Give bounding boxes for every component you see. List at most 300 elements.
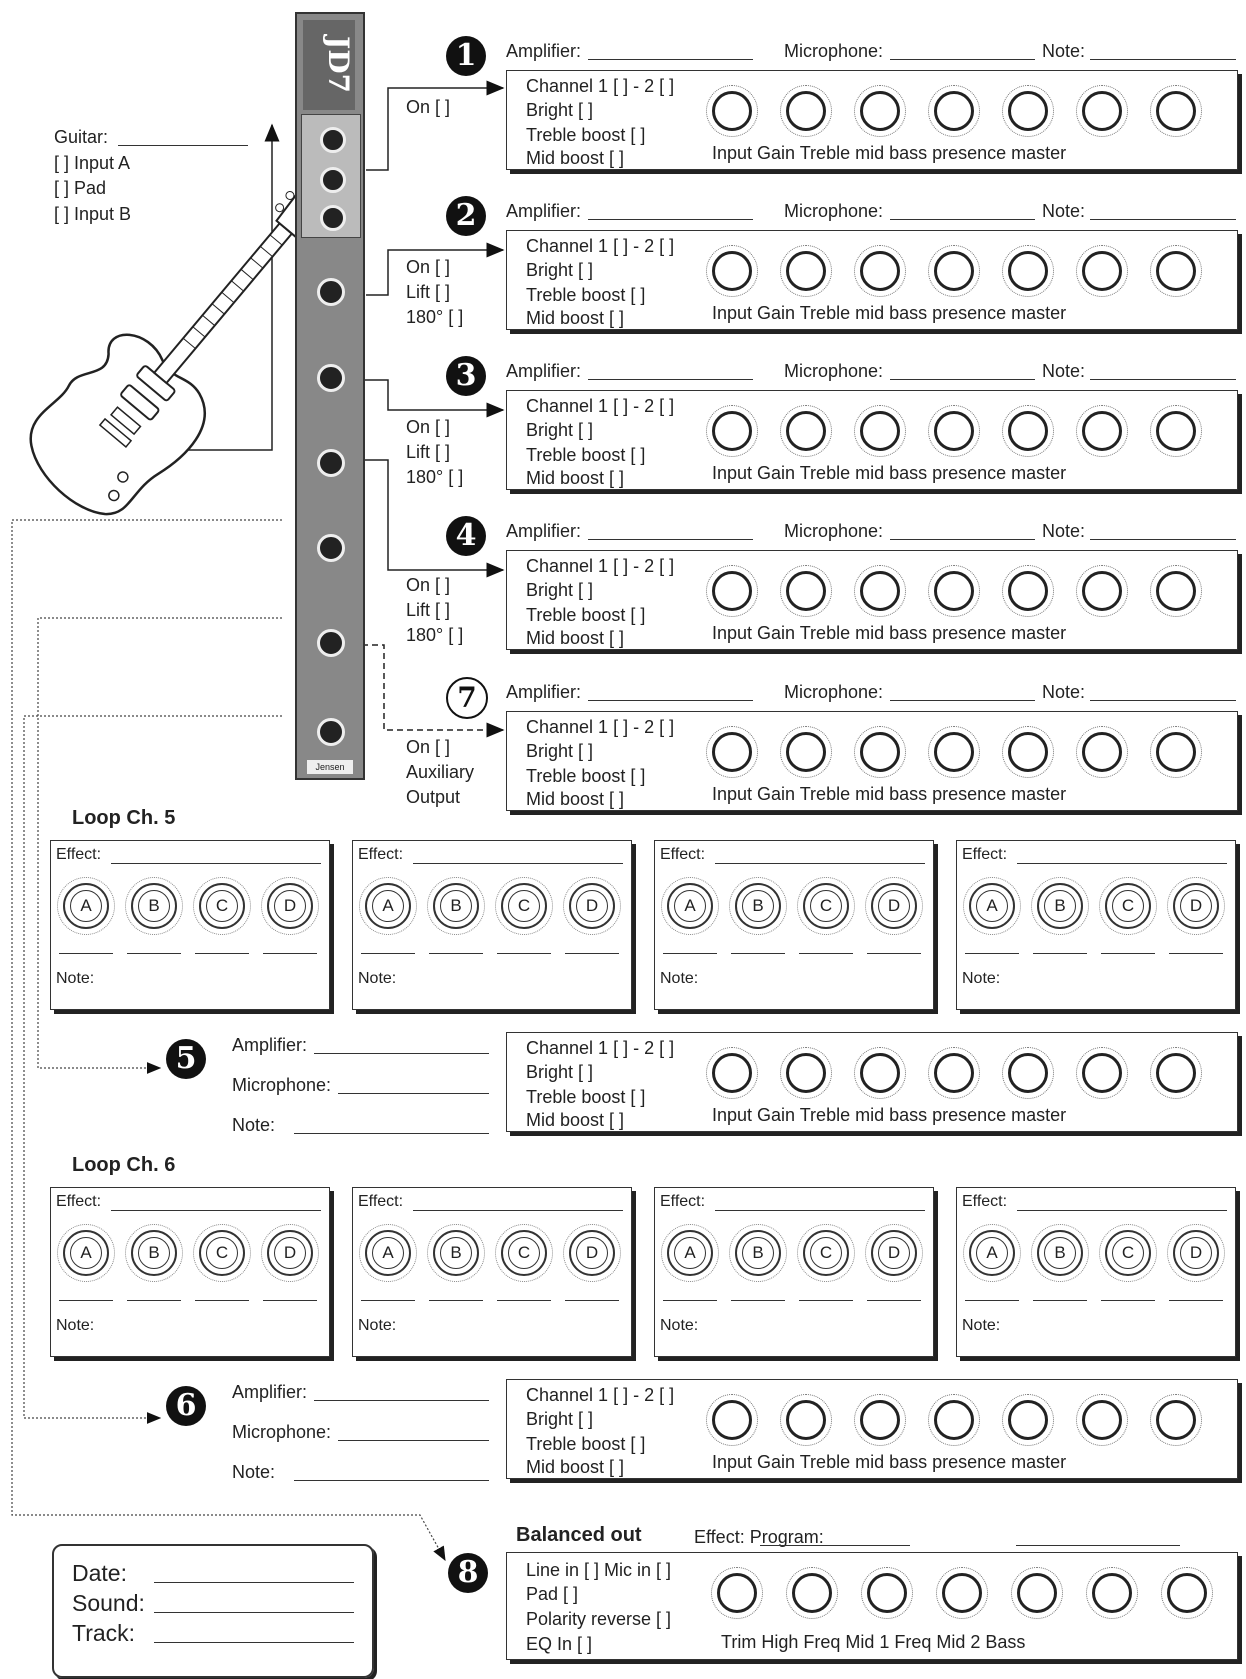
effect-label: Effect: (962, 846, 1008, 863)
treble-knob[interactable] (860, 1053, 900, 1093)
effect-label: Effect: (962, 1193, 1008, 1210)
knob-value-field[interactable] (361, 953, 415, 954)
effect-card (352, 840, 632, 1010)
output-badge: 7 (446, 677, 488, 719)
knob-value-field[interactable] (1033, 953, 1087, 954)
note-field[interactable] (1090, 700, 1236, 701)
knob-letter: B (1044, 890, 1076, 922)
knob-value-field[interactable] (497, 953, 551, 954)
effect-knob-d[interactable] (569, 1230, 615, 1276)
mid-knob[interactable] (934, 571, 974, 611)
output-3-amp-box (506, 390, 1238, 490)
effect-name-field[interactable] (1017, 1210, 1227, 1211)
loop-amplifier-label: Amplifier: (232, 1382, 308, 1402)
effect-name-field[interactable] (111, 1210, 321, 1211)
bright-option[interactable]: Bright [ ] (526, 1409, 594, 1429)
amplifier-label: Amplifier: (506, 682, 582, 702)
presence-knob[interactable] (1082, 571, 1122, 611)
effect-label: Effect: (660, 1193, 706, 1210)
loop-note-label: Note: (232, 1115, 276, 1135)
bright-option[interactable]: Bright [ ] (526, 100, 594, 120)
bass-knob[interactable] (1008, 251, 1048, 291)
knob-letter: C (508, 1237, 540, 1269)
knob-value-field[interactable] (731, 1300, 785, 1301)
loop-title: Loop Ch. 5 (72, 807, 176, 829)
treble-boost-option[interactable]: Treble boost [ ] (526, 445, 646, 465)
knob-value-field[interactable] (1169, 1300, 1223, 1301)
mid-boost-option[interactable]: Mid boost [ ] (526, 308, 625, 328)
loop-note-field[interactable] (294, 1133, 489, 1134)
effect-name-field[interactable] (111, 863, 321, 864)
channel-select[interactable]: Channel 1 [ ] - 2 [ ] (526, 556, 675, 576)
knob-value-field[interactable] (1169, 953, 1223, 954)
treble-knob[interactable] (860, 91, 900, 131)
effect-knob-c[interactable] (1105, 883, 1151, 929)
knob-letter: C (508, 890, 540, 922)
presence-knob[interactable] (1082, 251, 1122, 291)
effect-name-field[interactable] (413, 1210, 623, 1211)
effect-knob-b[interactable] (131, 1230, 177, 1276)
knob-value-field[interactable] (663, 953, 717, 954)
output-badge: 3 (446, 356, 486, 396)
treble-boost-option[interactable]: Treble boost [ ] (526, 1087, 646, 1107)
knob-letter: A (674, 890, 706, 922)
mid1-knob[interactable] (942, 1573, 982, 1613)
gain-knob[interactable] (786, 1400, 826, 1440)
channel-select[interactable]: Channel 1 [ ] - 2 [ ] (526, 717, 675, 737)
amplifier-field[interactable] (588, 539, 753, 540)
effect-note-label: Note: (660, 970, 699, 987)
knob-value-field[interactable] (731, 953, 785, 954)
microphone-field[interactable] (890, 219, 1035, 220)
knob-value-field[interactable] (799, 1300, 853, 1301)
note-label: Note: (1042, 521, 1086, 541)
effect-knob-b[interactable] (1037, 1230, 1083, 1276)
microphone-field[interactable] (890, 700, 1035, 701)
knob-letter: A (372, 890, 404, 922)
sound-label: Sound: (72, 1590, 145, 1616)
knob-letter: A (976, 890, 1008, 922)
knob-value-field[interactable] (1101, 1300, 1155, 1301)
amplifier-field[interactable] (588, 219, 753, 220)
knob-value-field[interactable] (799, 953, 853, 954)
master-knob[interactable] (1156, 411, 1196, 451)
mid-knob[interactable] (934, 91, 974, 131)
output-badge: 2 (446, 196, 486, 236)
channel-select[interactable]: Channel 1 [ ] - 2 [ ] (526, 1385, 675, 1405)
output-badge: 4 (446, 516, 486, 556)
effect-note-label: Note: (358, 1317, 397, 1334)
knob-value-field[interactable] (497, 1300, 551, 1301)
knob-letter: D (274, 1237, 306, 1269)
option-input-b[interactable]: [ ] Input B (54, 204, 132, 224)
date-field[interactable] (154, 1582, 354, 1583)
effect-knob-b[interactable] (1037, 883, 1083, 929)
microphone-label: Microphone: (784, 41, 884, 61)
effect-label: Effect: (358, 1193, 404, 1210)
treble-knob[interactable] (860, 251, 900, 291)
effect-knob-d[interactable] (267, 883, 313, 929)
track-field[interactable] (154, 1642, 354, 1643)
effect-knob-d[interactable] (871, 883, 917, 929)
presence-knob[interactable] (1082, 1400, 1122, 1440)
knob-labels: Input Gain Treble mid bass presence master (712, 463, 1067, 483)
gain-knob[interactable] (786, 732, 826, 772)
input-knob[interactable] (712, 571, 752, 611)
effect-label: Effect: (358, 846, 404, 863)
out3-on[interactable]: On [ ] (406, 417, 451, 437)
input-knob[interactable] (712, 1400, 752, 1440)
effect-knob-a[interactable] (667, 883, 713, 929)
knob-letter: B (742, 1237, 774, 1269)
knob-value-field[interactable] (195, 953, 249, 954)
input-knob[interactable] (712, 732, 752, 772)
knob-letter: A (372, 1237, 404, 1269)
bright-option[interactable]: Bright [ ] (526, 420, 594, 440)
out1-on[interactable]: On [ ] (406, 97, 451, 117)
input-knob[interactable] (712, 251, 752, 291)
effect-name-field[interactable] (715, 863, 925, 864)
input-knob[interactable] (712, 91, 752, 131)
master-knob[interactable] (1156, 1400, 1196, 1440)
loop-amplifier-label: Amplifier: (232, 1035, 308, 1055)
effect-knob-a[interactable] (667, 1230, 713, 1276)
gain-knob[interactable] (786, 1053, 826, 1093)
loop-microphone-label: Microphone: (232, 1422, 332, 1442)
note-field[interactable] (1090, 59, 1236, 60)
effect-label: Effect: (56, 846, 102, 863)
loop-5-amp-box (506, 1032, 1238, 1132)
knob-letter: C (810, 1237, 842, 1269)
knob-letter: B (138, 1237, 170, 1269)
bright-option[interactable]: Bright [ ] (526, 741, 594, 761)
loop-microphone-field[interactable] (338, 1093, 489, 1094)
effect-note-label: Note: (56, 970, 95, 987)
treble-boost-option[interactable]: Treble boost [ ] (526, 285, 646, 305)
option-pad[interactable]: [ ] Pad (54, 178, 107, 198)
track-label: Track: (72, 1620, 136, 1646)
knob-letter: B (1044, 1237, 1076, 1269)
effect-knob-d[interactable] (871, 1230, 917, 1276)
knob-value-field[interactable] (429, 953, 483, 954)
effect-knob-c[interactable] (803, 1230, 849, 1276)
loop-note-field[interactable] (294, 1480, 489, 1481)
guitar-label: Guitar: (54, 127, 109, 147)
knob-value-field[interactable] (965, 953, 1019, 954)
presence-knob[interactable] (1082, 1053, 1122, 1093)
knob-labels: Input Gain Treble mid bass presence master (712, 143, 1067, 163)
loop-amplifier-field[interactable] (314, 1053, 489, 1054)
balanced-effect-line[interactable] (760, 1545, 910, 1546)
instrument-inputs-panel (301, 114, 361, 238)
effect-note-label: Note: (962, 970, 1001, 987)
gain-knob[interactable] (786, 411, 826, 451)
microphone-label: Microphone: (784, 361, 884, 381)
effect-card (352, 1187, 632, 1357)
knob-labels: Input Gain Treble mid bass presence master (712, 623, 1067, 643)
input-knob[interactable] (712, 1053, 752, 1093)
out4-on[interactable]: On [ ] (406, 575, 451, 595)
balanced-title: Balanced out (516, 1524, 642, 1546)
knob-value-field[interactable] (1101, 953, 1155, 954)
effect-card (50, 1187, 330, 1357)
effect-name-field[interactable] (715, 1210, 925, 1211)
knob-letter: D (576, 890, 608, 922)
knob-value-field[interactable] (59, 953, 113, 954)
knob-letter: D (274, 890, 306, 922)
bright-option[interactable]: Bright [ ] (526, 1062, 594, 1082)
line-mic-in[interactable]: Line in [ ] Mic in [ ] (526, 1560, 672, 1580)
knob-labels: Input Gain Treble mid bass presence master (712, 1452, 1067, 1472)
bright-option[interactable]: Bright [ ] (526, 260, 594, 280)
mid-knob[interactable] (934, 732, 974, 772)
effect-knob-c[interactable] (199, 883, 245, 929)
effect-knob-b[interactable] (735, 1230, 781, 1276)
mid-knob[interactable] (934, 251, 974, 291)
knob-letter: A (70, 890, 102, 922)
pad-option[interactable]: Pad [ ] (526, 1584, 579, 1604)
amplifier-label: Amplifier: (506, 201, 582, 221)
knob-value-field[interactable] (1033, 1300, 1087, 1301)
date-label: Date: (72, 1560, 127, 1586)
mid-boost-option[interactable]: Mid boost [ ] (526, 468, 625, 488)
mid-knob[interactable] (934, 1053, 974, 1093)
effect-card (654, 1187, 934, 1357)
knob-value-field[interactable] (565, 1300, 619, 1301)
knob-labels: Input Gain Treble mid bass presence master (712, 784, 1067, 804)
presence-knob[interactable] (1082, 732, 1122, 772)
knob-value-field[interactable] (867, 1300, 921, 1301)
knob-letter: D (1180, 1237, 1212, 1269)
effect-card (956, 840, 1236, 1010)
knob-value-field[interactable] (361, 1300, 415, 1301)
output-1-amp-box (506, 70, 1238, 170)
effect-knob-b[interactable] (131, 883, 177, 929)
bright-option[interactable]: Bright [ ] (526, 580, 594, 600)
mid-knob[interactable] (934, 1400, 974, 1440)
effect-knob-d[interactable] (569, 883, 615, 929)
microphone-field[interactable] (890, 379, 1035, 380)
mid-boost-option[interactable]: Mid boost [ ] (526, 789, 625, 809)
microphone-field[interactable] (890, 539, 1035, 540)
out2-phase[interactable]: 180° [ ] (406, 307, 464, 327)
effect-note-label: Note: (660, 1317, 699, 1334)
knob-letter: C (206, 1237, 238, 1269)
knob-letter: D (576, 1237, 608, 1269)
bass-knob[interactable] (1008, 1053, 1048, 1093)
note-label: Note: (1042, 41, 1086, 61)
trim-knob[interactable] (717, 1573, 757, 1613)
bass-knob[interactable] (1167, 1573, 1207, 1613)
knob-value-field[interactable] (59, 1300, 113, 1301)
knob-value-field[interactable] (127, 953, 181, 954)
bass-knob[interactable] (1008, 411, 1048, 451)
treble-knob[interactable] (860, 571, 900, 611)
note-field[interactable] (1090, 219, 1236, 220)
output-badge: 1 (446, 36, 486, 76)
knob-letter: A (70, 1237, 102, 1269)
knob-value-field[interactable] (965, 1300, 1019, 1301)
presence-knob[interactable] (1082, 411, 1122, 451)
mid2-knob[interactable] (1092, 1573, 1132, 1613)
channel-select[interactable]: Channel 1 [ ] - 2 [ ] (526, 76, 675, 96)
effect-knob-d[interactable] (1173, 1230, 1219, 1276)
out3-phase[interactable]: 180° [ ] (406, 467, 464, 487)
effect-label: Effect: (660, 846, 706, 863)
treble-boost-option[interactable]: Treble boost [ ] (526, 766, 646, 786)
master-knob[interactable] (1156, 251, 1196, 291)
mid-boost-option[interactable]: Mid boost [ ] (526, 148, 625, 168)
knob-value-field[interactable] (195, 1300, 249, 1301)
knob-letter: C (206, 890, 238, 922)
effect-knob-b[interactable] (433, 883, 479, 929)
note-field[interactable] (1090, 539, 1236, 540)
bass-knob[interactable] (1008, 732, 1048, 772)
effect-knob-a[interactable] (63, 883, 109, 929)
knob-letter: D (878, 1237, 910, 1269)
amplifier-field[interactable] (588, 700, 753, 701)
knob-value-field[interactable] (263, 953, 317, 954)
loop-microphone-field[interactable] (338, 1440, 489, 1441)
amplifier-label: Amplifier: (506, 41, 582, 61)
effect-knob-b[interactable] (433, 1230, 479, 1276)
note-field[interactable] (1090, 379, 1236, 380)
loop-amplifier-field[interactable] (314, 1400, 489, 1401)
mid-boost-option[interactable]: Mid boost [ ] (526, 1110, 625, 1130)
effect-card (956, 1187, 1236, 1357)
di-box-rack (295, 12, 365, 780)
effect-knob-c[interactable] (803, 883, 849, 929)
note-label: Note: (1042, 682, 1086, 702)
channel-select[interactable]: Channel 1 [ ] - 2 [ ] (526, 396, 675, 416)
out2-lift[interactable]: Lift [ ] (406, 282, 451, 302)
knob-value-field[interactable] (263, 1300, 317, 1301)
amplifier-field[interactable] (588, 379, 753, 380)
channel-select[interactable]: Channel 1 [ ] - 2 [ ] (526, 236, 675, 256)
treble-boost-option[interactable]: Treble boost [ ] (526, 605, 646, 625)
session-box (52, 1544, 374, 1678)
gain-knob[interactable] (786, 91, 826, 131)
out7-on[interactable]: On [ ] (406, 737, 451, 757)
master-knob[interactable] (1156, 732, 1196, 772)
master-knob[interactable] (1156, 571, 1196, 611)
knob-value-field[interactable] (565, 953, 619, 954)
treble-knob[interactable] (860, 411, 900, 451)
knob-value-field[interactable] (429, 1300, 483, 1301)
bass-knob[interactable] (1008, 571, 1048, 611)
effect-knob-b[interactable] (735, 883, 781, 929)
balanced-effect: Effect: Program: (694, 1527, 824, 1547)
knob-letter: D (1180, 890, 1212, 922)
effect-name-field[interactable] (1017, 863, 1227, 864)
treble-knob[interactable] (860, 1400, 900, 1440)
effect-knob-a[interactable] (969, 883, 1015, 929)
knob-value-field[interactable] (867, 953, 921, 954)
knob-labels: Input Gain Treble mid bass presence master (712, 303, 1067, 323)
output-4-amp-box (506, 550, 1238, 650)
amplifier-label: Amplifier: (506, 361, 582, 381)
channel-select[interactable]: Channel 1 [ ] - 2 [ ] (526, 1038, 675, 1058)
bass-knob[interactable] (1008, 91, 1048, 131)
knob-letter: A (674, 1237, 706, 1269)
bass-knob[interactable] (1008, 1400, 1048, 1440)
out7-aux: Auxiliary (406, 762, 475, 782)
effect-knob-d[interactable] (267, 1230, 313, 1276)
knob-letter: B (742, 890, 774, 922)
polarity-option[interactable]: Polarity reverse [ ] (526, 1609, 672, 1629)
freq-knob[interactable] (867, 1573, 907, 1613)
effect-knob-a[interactable] (365, 1230, 411, 1276)
eq-in-option[interactable]: EQ In [ ] (526, 1634, 593, 1654)
effect-label: Effect: (56, 1193, 102, 1210)
device-model: JD7 (303, 20, 355, 110)
loop-6-amp-box (506, 1379, 1238, 1479)
knob-letter: C (1112, 1237, 1144, 1269)
effect-knob-d[interactable] (1173, 883, 1219, 929)
freq2-knob[interactable] (1017, 1573, 1057, 1613)
effect-knob-a[interactable] (365, 883, 411, 929)
high-knob[interactable] (792, 1573, 832, 1613)
effect-knob-a[interactable] (63, 1230, 109, 1276)
balanced-program-line[interactable] (1016, 1545, 1180, 1546)
knob-value-field[interactable] (127, 1300, 181, 1301)
effect-knob-c[interactable] (1105, 1230, 1151, 1276)
mid-knob[interactable] (934, 411, 974, 451)
device-footer: Jensen (307, 760, 353, 774)
note-label: Note: (1042, 201, 1086, 221)
presence-knob[interactable] (1082, 91, 1122, 131)
out4-phase[interactable]: 180° [ ] (406, 625, 464, 645)
mid-boost-option[interactable]: Mid boost [ ] (526, 1457, 625, 1477)
gain-knob[interactable] (786, 571, 826, 611)
effect-knob-c[interactable] (501, 883, 547, 929)
input-knob[interactable] (712, 411, 752, 451)
balanced-out-box (506, 1552, 1238, 1660)
amplifier-label: Amplifier: (506, 521, 582, 541)
sound-field[interactable] (154, 1612, 354, 1613)
effect-note-label: Note: (962, 1317, 1001, 1334)
effect-knob-c[interactable] (501, 1230, 547, 1276)
treble-boost-option[interactable]: Treble boost [ ] (526, 125, 646, 145)
output-2-amp-box (506, 230, 1238, 330)
mid-boost-option[interactable]: Mid boost [ ] (526, 628, 625, 648)
treble-boost-option[interactable]: Treble boost [ ] (526, 1434, 646, 1454)
microphone-field[interactable] (890, 59, 1035, 60)
loop-title: Loop Ch. 6 (72, 1154, 176, 1176)
note-label: Note: (1042, 361, 1086, 381)
effect-knob-c[interactable] (199, 1230, 245, 1276)
gain-knob[interactable] (786, 251, 826, 291)
option-input-a[interactable]: [ ] Input A (54, 153, 131, 173)
balanced-knob-labels: Trim High Freq Mid 1 Freq Mid 2 Bass (721, 1632, 1026, 1652)
knob-letter: C (1112, 890, 1144, 922)
amplifier-field[interactable] (588, 59, 753, 60)
out3-lift[interactable]: Lift [ ] (406, 442, 451, 462)
effect-name-field[interactable] (413, 863, 623, 864)
effect-knob-a[interactable] (969, 1230, 1015, 1276)
knob-letter: B (440, 890, 472, 922)
knob-labels: Input Gain Treble mid bass presence master (712, 1105, 1067, 1125)
master-knob[interactable] (1156, 1053, 1196, 1093)
knob-value-field[interactable] (663, 1300, 717, 1301)
master-knob[interactable] (1156, 91, 1196, 131)
out2-on[interactable]: On [ ] (406, 257, 451, 277)
microphone-label: Microphone: (784, 201, 884, 221)
treble-knob[interactable] (860, 732, 900, 772)
output-7-amp-box (506, 711, 1238, 811)
out4-lift[interactable]: Lift [ ] (406, 600, 451, 620)
knob-letter: C (810, 890, 842, 922)
